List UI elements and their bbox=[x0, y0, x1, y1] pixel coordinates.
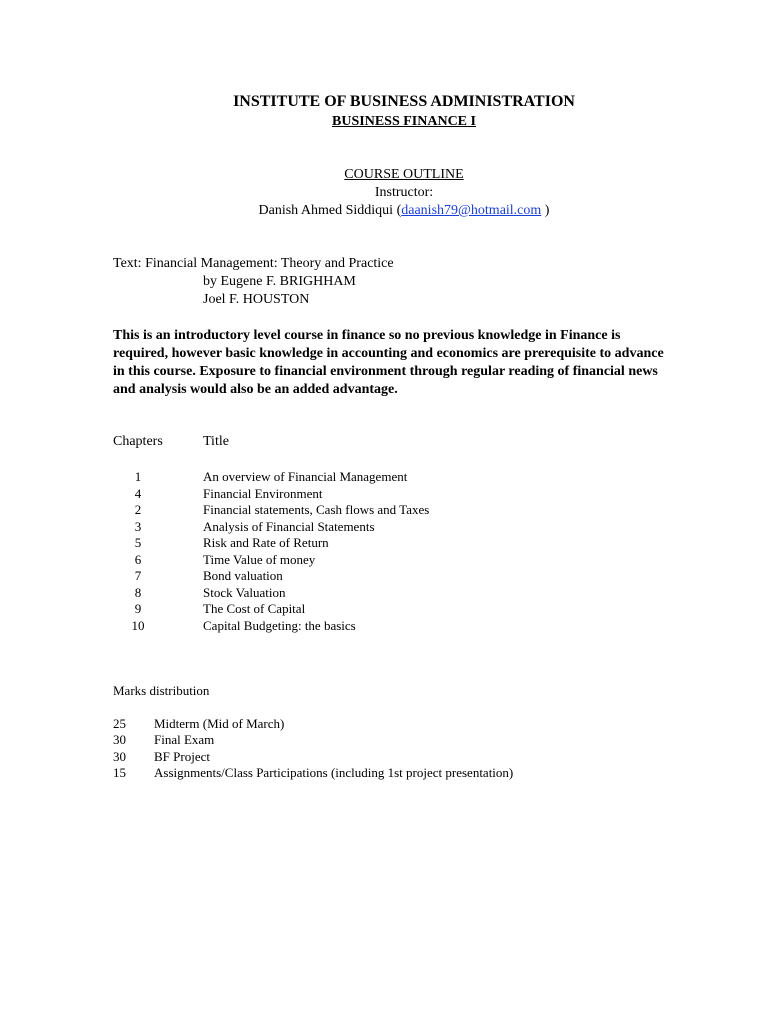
chapter-title: Financial Environment bbox=[203, 485, 323, 501]
instructor-name: Danish Ahmed Siddiqui ( bbox=[258, 203, 402, 218]
chapter-row bbox=[113, 535, 429, 552]
chapter-number: 9 bbox=[134, 601, 142, 616]
chapter-row bbox=[113, 502, 429, 519]
instructor-line bbox=[0, 202, 768, 220]
instructor-label: Instructor: bbox=[374, 185, 434, 200]
marks-item: Midterm (Mid of March) bbox=[154, 716, 285, 731]
chapter-number: 8 bbox=[134, 584, 142, 600]
course-outline-block bbox=[0, 166, 768, 220]
outline-heading: COURSE OUTLINE bbox=[344, 167, 464, 182]
chapter-title: Stock Valuation bbox=[203, 584, 286, 600]
marks-item: Assignments/Class Participations (including 1st project presentation) bbox=[154, 764, 514, 780]
chapter-row bbox=[113, 552, 429, 569]
marks-points: 30 bbox=[113, 748, 126, 764]
course-intro-paragraph: This is an introductory level course in finance so no previous knowledge in Finance is required, however basic knowledge in accounting and economics are prerequisite to advance in this course. Exposure to financial environment through regular reading of financial news and analysis would also be an added advantage. bbox=[113, 328, 664, 397]
marks-points: 15 bbox=[113, 764, 126, 780]
chapter-title: Analysis of Financial Statements bbox=[203, 518, 375, 534]
textbook-author-1: by Eugene F. BRIGHHAM bbox=[203, 274, 356, 289]
chapter-list bbox=[113, 469, 429, 634]
marks-list bbox=[113, 716, 513, 781]
marks-item: BF Project bbox=[154, 748, 210, 764]
chapters-header bbox=[113, 434, 229, 450]
chapter-row bbox=[113, 486, 429, 503]
chapter-number: 10 bbox=[131, 617, 145, 633]
chapter-number: 1 bbox=[134, 469, 142, 484]
institute-title: INSTITUTE OF BUSINESS ADMINISTRATION bbox=[233, 93, 575, 110]
chapter-row bbox=[113, 469, 429, 486]
chapter-number: 5 bbox=[134, 535, 142, 550]
chapter-title: Risk and Rate of Return bbox=[203, 535, 329, 550]
instructor-closing: ) bbox=[541, 203, 550, 218]
chapter-row bbox=[113, 601, 429, 618]
marks-points: 25 bbox=[113, 716, 126, 731]
chapter-row bbox=[113, 519, 429, 536]
chapter-number: 7 bbox=[134, 568, 142, 583]
chapter-row bbox=[113, 585, 429, 602]
chapter-title: The Cost of Capital bbox=[203, 601, 306, 616]
marks-row bbox=[113, 732, 513, 748]
marks-points: 30 bbox=[113, 732, 126, 748]
marks-item: Final Exam bbox=[154, 732, 215, 748]
chapter-row bbox=[113, 568, 429, 585]
chapters-column-header: Chapters bbox=[113, 434, 163, 449]
chapter-number: 4 bbox=[134, 485, 142, 501]
course-title: BUSINESS FINANCE I bbox=[332, 114, 476, 129]
chapter-number: 2 bbox=[134, 502, 142, 517]
textbook-block bbox=[113, 255, 394, 309]
chapter-title: Time Value of money bbox=[203, 551, 316, 567]
instructor-email-link[interactable]: daanish79@hotmail.com bbox=[401, 203, 542, 218]
textbook-title: Text: Financial Management: Theory and Practice bbox=[113, 256, 394, 271]
chapter-number: 3 bbox=[134, 518, 142, 534]
marks-row bbox=[113, 716, 513, 732]
chapter-row bbox=[113, 618, 429, 635]
marks-distribution-heading: Marks distribution bbox=[113, 683, 210, 698]
chapter-title: Bond valuation bbox=[203, 568, 283, 583]
textbook-author-2: Joel F. HOUSTON bbox=[203, 292, 310, 307]
title-column-header: Title bbox=[203, 434, 229, 449]
chapter-title: Capital Budgeting: the basics bbox=[203, 617, 356, 633]
chapter-number: 6 bbox=[134, 551, 142, 567]
marks-row bbox=[113, 749, 513, 765]
chapter-title: An overview of Financial Management bbox=[203, 469, 408, 484]
marks-row bbox=[113, 765, 513, 781]
chapter-title: Financial statements, Cash flows and Taxes bbox=[203, 502, 430, 517]
